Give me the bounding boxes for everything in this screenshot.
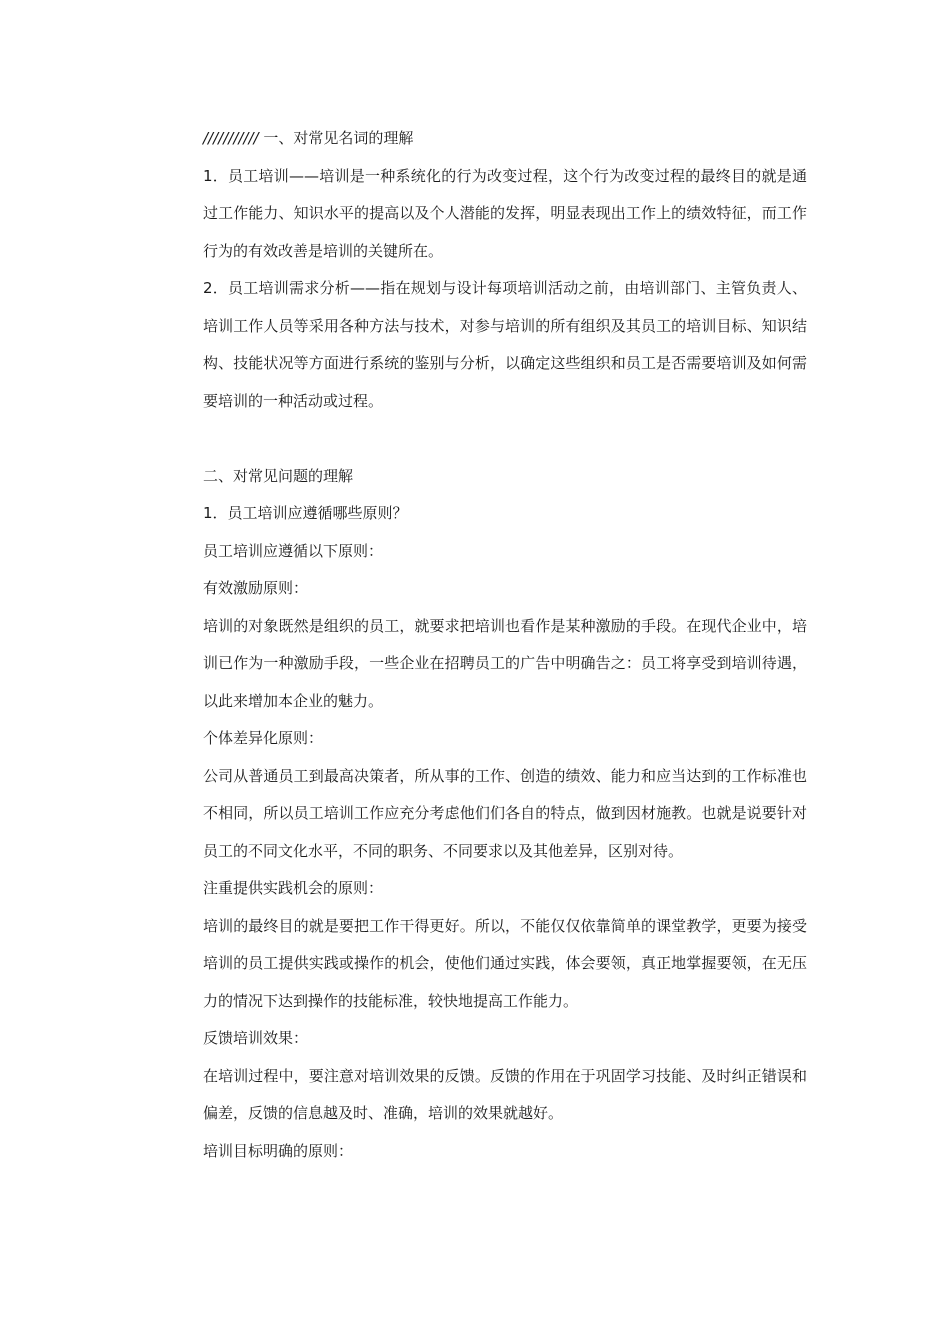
heading-text: 一、对常见名词的理解	[258, 129, 414, 147]
principle-body: 公司从普通员工到最高决策者，所从事的工作、创造的绩效、能力和应当达到的工作标准也不相同，所以员工培训工作应充分考虑他们们各自的特点，做到因材施教。也就是说要针对员工的不同文化水平，不同的职务、不同要求以及其他差异，区别对待。	[203, 766, 807, 860]
principle-heading: 个体差异化原则：	[203, 729, 324, 747]
principle-heading: 有效激励原则：	[203, 579, 309, 597]
principle-heading: 注重提供实践机会的原则：	[203, 879, 384, 897]
principle-body: 培训的最终目的就是要把工作干得更好。所以，不能仅仅依靠简单的课堂教学，更要为接受培训的员工提供实践或操作的机会，使他们通过实践，体会要领，真正地掌握要领，在无压力的情况下达到操作的技能标准，较快地提高工作能力。	[203, 916, 807, 1010]
blank-line	[203, 420, 807, 458]
principle-heading: 反馈培训效果：	[203, 1029, 309, 1047]
principle-body: 培训的对象既然是组织的员工，就要求把培训也看作是某种激励的手段。在现代企业中，培训已作为一种激励手段，一些企业在招聘员工的广告中明确告之：员工将享受到培训待遇，以此来增加本企业的魅力。	[203, 616, 807, 710]
principle-body: 在培训过程中，要注意对培训效果的反馈。反馈的作用在于巩固学习技能、及时纠正错误和偏差，反馈的信息越及时、准确，培训的效果就越好。	[203, 1066, 807, 1122]
section-heading-terms	[203, 120, 807, 158]
question-1: 1．员工培训应遵循哪些原则？	[203, 504, 408, 522]
document-body	[203, 120, 807, 1170]
paragraph-term-2: 2．员工培训需求分析——指在规划与设计每项培训活动之前，由培训部门、主管负责人、培训工作人员等采用各种方法与技术，对参与培训的所有组织及其员工的培训目标、知识结构、技能状况等方面进行系统的鉴别与分析，以确定这些组织和员工是否需要培训及如何需要培训的一种活动或过程。	[203, 279, 807, 410]
heading-prefix: ///////////	[203, 129, 259, 147]
paragraph-term-1: 1．员工培训——培训是一种系统化的行为改变过程，这个行为改变过程的最终目的就是通过工作能力、知识水平的提高以及个人潜能的发挥，明显表现出工作上的绩效特征，而工作行为的有效改善是培训的关键所在。	[203, 166, 807, 260]
question-1-intro: 员工培训应遵循以下原则：	[203, 541, 384, 560]
section-heading-questions: 二、对常见问题的理解	[203, 466, 354, 485]
principle-heading: 培训目标明确的原则：	[203, 1141, 354, 1160]
